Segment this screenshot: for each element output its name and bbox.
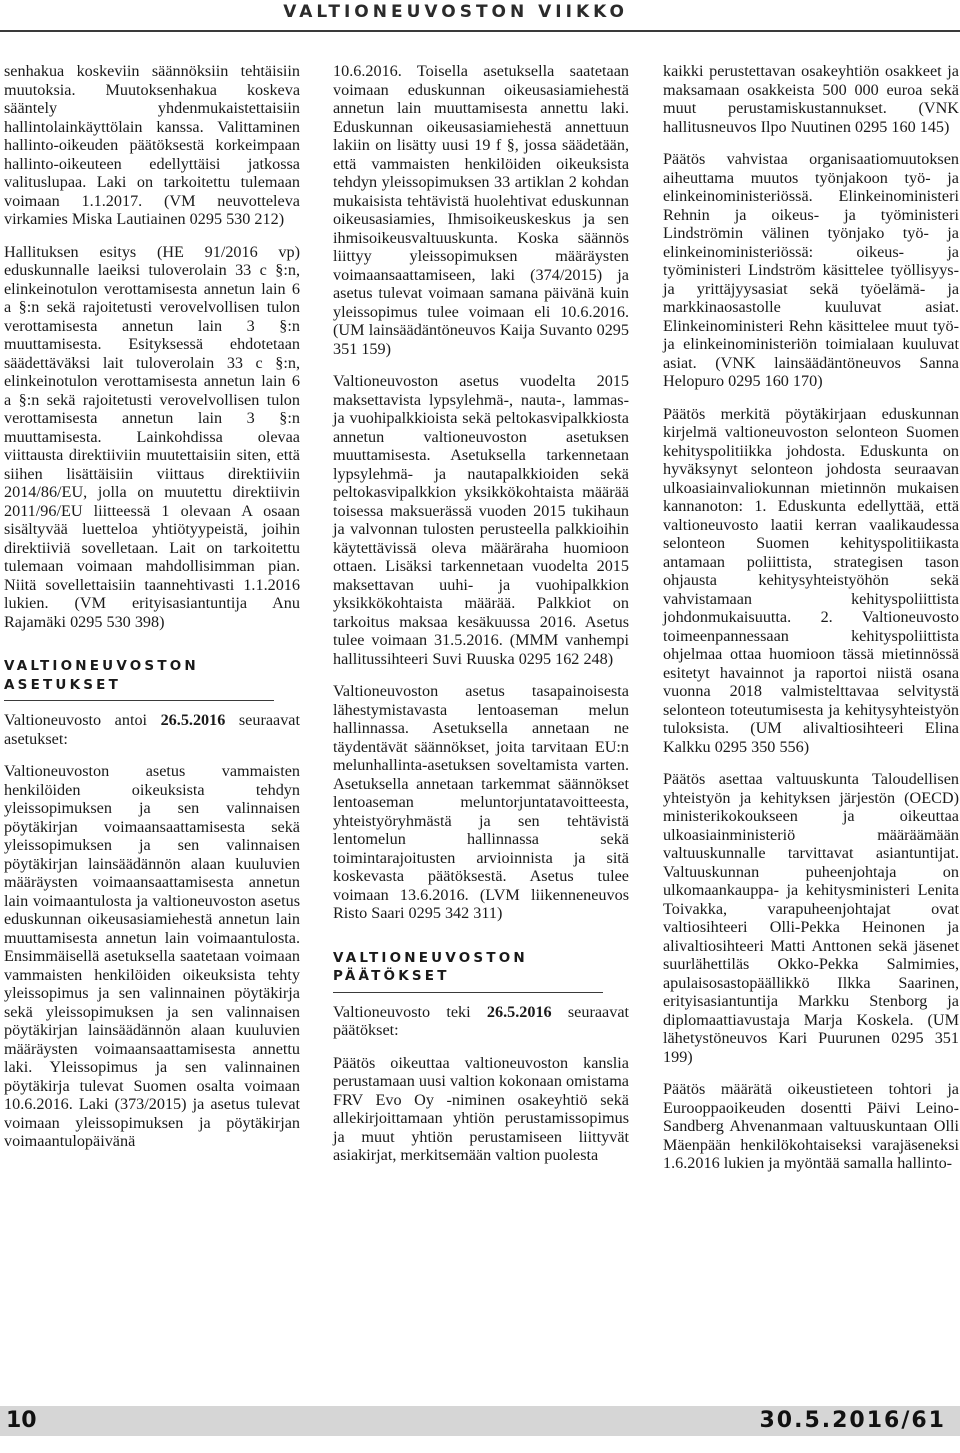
footer [0, 1388, 960, 1453]
issue-number: 30.5.2016/61 [759, 1408, 946, 1433]
masthead-rule [0, 30, 960, 32]
paragraph: Päätös määrätä oikeustieteen tohtori ja Eurooppaoikeuden dosentti Päivi Leino-Sandberg Ahvenanmaan valtuuskuntaan Olli Mäenpään henkilökohtaiseksi varajäseneksi 1.6.2016 lukien ja myöntää samalla hallinto- [663, 1080, 959, 1172]
publication-title: VALTIONEUVOSTON VIIKKO [283, 2, 628, 22]
section-intro [333, 1003, 629, 1040]
paragraph: Valtioneuvoston asetus tasapainoisesta lähestymistavasta lentoaseman melun hallinnassa. Asetuksella annetaan ne täydentävät säännökset, joita tarvitaan EU:n melunhallinta-asetuksen soveltamista varten. Asetuksella annetaan tarkemmat säännökset lentoaseman meluntorjuntatavoitteesta, yhteistyöryhmästä ja sen tehtävistä lentomelun hallinnassa sekä toimintarajoitusten arvioinnista ja sitä koskevasta päätöksestä. Asetus tulee voimaan 13.6.2016. (LVM liikenneneuvos Risto Saari 0295 342 311) [333, 682, 629, 922]
paragraph: Päätös asettaa valtuuskunta Taloudellisen yhteistyön ja kehityksen järjestön (OECD) ministerikokoukseen ja oikeuttaa ulkoasiainministeriö määräämään valtuuskunnalle tarvittavat asiantuntijat. Valtuuskunnan puheenjohtaja on ulkomaankauppa- ja kehitysministeri Lenita Toivakka, varapuheenjohtajat ovat valtiosihteeri Olli-Pekka Heinonen ja alivaltiosihteeri Matti Anttonen sekä jäsenet suurlähettiläs Okko-Pekka Salmimies, apulaisosastopäällikkö Ilkka Saarinen, erityisasiantuntija Markku Stenborg ja diplomaattiavustaja Marja Koskela. (UM lähetystöneuvos Kari Puurunen 0295 351 199) [663, 770, 959, 1066]
paragraph: 10.6.2016. Toisella asetuksella saatetaan voimaan eduskunnan oikeusasiamiehestä annetun lain muuttamisesta annettu laki. Eduskunnan oikeusasiamiehestä annettuun lakiin on lisätty uusi 19 f §, jossa säädetään, että vammaisten henkilöiden oikeuksista tehdyn yleissopimuksen 33 artiklan 2 kohdan mukaisista tehtävistä huolehtivat eduskunnan oikeusasiamies, Ihmisoikeuskeskus ja sen ihmisoikeusvaltuuskunta. Koska säännös liittyy yleissopimuksen määräysten voimaansaattamiseen, laki (374/2015) ja asetus tulevat voimaan samana päivänä kuin yleissopimus tulee voimaan eli 10.6.2016. (UM lainsäädäntöneuvos Kaija Suvanto 0295 351 159) [333, 62, 629, 358]
paragraph: Valtioneuvoston asetus vuodelta 2015 maksettavista lypsylehmä-, nauta-, lammas- ja vuohipalkkioista sekä peltokasvipalkkiosta annetun valtioneuvoston asetuksen muuttamisesta. Asetuksella tarkennetaan lypsylehmä- ja nautapalkkioiden sekä peltokasvipalkkion yksikkökohtaista määrää toisessa maksuerässä vuoden 2015 tukihaun ja valvonnan tulosten perusteella palkkioihin käytettävissä oleva määräraha huomioon ottaen. Lisäksi tarkennetaan vuodelta 2015 maksettavan uuhi- ja vuohipalkkion yksikkökohtaista määrää. Palkkiot on tarkoitus maksaa kesäkuussa 2016. Asetus tulee voimaan 31.5.2016. (MMM vanhempi hallitussihteeri Suvi Ruuska 0295 162 248) [333, 372, 629, 668]
section-rule [333, 992, 603, 993]
section-rule [4, 700, 274, 701]
paragraph: Valtioneuvoston asetus vammaisten henkilöiden oikeuksista tehdyn yleissopimuksen ja sen valinnaisen pöytäkirjan voimaansaattamisesta sekä yleissopimuksen ja sen valinnaisen pöytäkirjan lainsäädännön alaan kuuluvien määräysten voimaansaattamisesta annetun lain voimaantulosta ja valtioneuvoston asetus eduskunnan oikeusasiamiehestä annetun lain muuttamisesta annetun lain voimaantulosta. Ensimmäisellä asetuksella saatetaan voimaan vammaisten henkilöiden oikeuksista tehty yleissopimus ja sen valinnainen pöytäkirja sekä yleissopimuksen ja sen valinnaisen pöytäkirjan lainsäädännön alaan kuuluvien määräysten voimaansaattamisesta annettu laki. Yleissopimus ja sen valinnainen pöytäkirja tulevat Suomen osalta voimaan 10.6.2016. Laki (373/2015) ja asetus tulevat voimaan yleissopimuksen ja pöytäkirjan voimaantulopäivänä [4, 762, 300, 1150]
column-1 [4, 62, 300, 1151]
section-heading: VALTIONEUVOSTON ASETUKSET [4, 658, 199, 693]
column-2 [333, 62, 629, 1165]
paragraph: Päätös merkitä pöytäkirjaan eduskunnan kirjelmä valtioneuvoston selonteon Suomen kehityspolitiikka johdosta. Eduskunta on hyväksynyt selonteon johdosta seuraavan ulkoasiainvaliokunnan mietinnön mukaisen kannanoton: 1. Eduskunta edellyttää, että valtioneuvosto laatii kerran vaalikaudessa selonteon Suomen kehityspolitiikasta antamaan poliittista, strategisen tason ohjausta kehitysyhteistyöhön sekä vahvistamaan kehityspoliittista johdonmukaisuutta. 2. Valtioneuvosto toimeenpannessaan kehityspoliittista ohjelmaa ottaa huomioon tässä mietinnössä esitetyt havainnot ja raportoi niistä osana vuonna 2018 valmistelttavaa selvitystä selonteon toteutumisesta ja kehitysyhteistyön tuloksista. (UM alivaltiosihteeri Elina Kalkku 0295 350 556) [663, 404, 959, 756]
intro-date: 26.5.2016 [160, 711, 226, 729]
paragraph: kaikki perustettavan osakeyhtiön osakkeet ja maksamaan osakkeista 500 000 euroa sekä muut perustamiskustannukset. (VNK hallitusneuvos Ilpo Nuutinen 0295 160 145) [663, 62, 959, 136]
intro-text: seuraavat päätökset: [333, 1002, 629, 1039]
intro-text: Valtioneuvosto antoi [4, 711, 161, 729]
paragraph: senhakua koskeviin säännöksiin tehtäisiin muutoksia. Muutoksenhakua koskeva sääntely yhdenmukaistettaisiin hallintolainkäyttölain kanssa. Valittaminen hallinto-oikeuden päätöksestä korkeimpaan hallinto-oikeuteen edellyttäisi jatkossa valituslupaa. Laki on tarkoitettu tulemaan voimaan 1.1.2017. (VM neuvotteleva virkamies Miska Lautiainen 0295 530 212) [4, 62, 300, 228]
intro-text: seuraavat asetukset: [4, 711, 300, 748]
page-number: 10 [6, 1408, 37, 1433]
intro-date: 26.5.2016 [486, 1002, 552, 1021]
intro-text: Valtioneuvosto teki [333, 1002, 487, 1021]
column-3 [663, 62, 959, 1173]
masthead [0, 0, 960, 44]
section-intro [4, 711, 300, 748]
section-heading: VALTIONEUVOSTON PÄÄTÖKSET [333, 949, 528, 984]
paragraph: Hallituksen esitys (HE 91/2016 vp) eduskunnalle laeiksi tuloverolain 33 c §:n, elinkeinotulon verottamisesta annetun lain 6 a §:n sekä rajoitetusti verovelvollisen tulon verottamisesta annetun lain 3 §:n muuttamisesta. Esityksessä ehdotetaan säädettäväksi lait tuloverolain 33 c §:n, elinkeinotulon verottamisesta annetun lain 6 a §:n sekä rajoitetusti verovelvollisen tulon verottamisesta annetun lain 3 §:n muuttamisesta. Lainkohdissa olevaa viittausta direktiiviin muutettaisiin siten, että siihen lisättäisiin viittaus direktiiviin 2014/86/EU, jolla on muutettu direktiivin 2011/96/EU liitteessä 1 olevaan A osaan sisältyvää luetteloa yhtiötyypeistä, joihin direktiiviä sovelletaan. Lait on tarkoitettu tulemaan voimaan mahdollisimman pian. Niitä sovellettaisiin taannehtivasti 1.1.2016 lukien. (VM erityisasiantuntija Anu Rajamäki 0295 530 398) [4, 242, 300, 631]
paragraph: Päätös vahvistaa organisaatiomuutoksen aiheuttama muutos työnjakoon työ- ja elinkeinoministeriössä. Elinkeinoministeri Rehnin ja oikeus- ja työministeri Lindströmin välinen työnjako työ- ja elinkeinoministeriössä: oikeus- ja työministeri Lindström käsittelee työllisyys- ja yrittäjyysasiat sekä työelämä- ja markkinaosastolle kuuluvat asiat. Elinkeinoministeri Rehn käsittelee muut työ- ja elinkeinoministeriön toimialaan kuuluvat asiat. (VNK lainsäädäntöneuvos Sanna Helopuro 0295 160 170) [663, 150, 959, 390]
paragraph: Päätös oikeuttaa valtioneuvoston kanslia perustamaan uusi valtion kokonaan omistama FRV Evo Oy -niminen osakeyhtiö sekä allekirjoittamaan yhtiön perustamissopimus ja muut yhtiön perustamiseen liittyvät asiakirjat, merkitsemään valtion puolesta [333, 1053, 629, 1164]
